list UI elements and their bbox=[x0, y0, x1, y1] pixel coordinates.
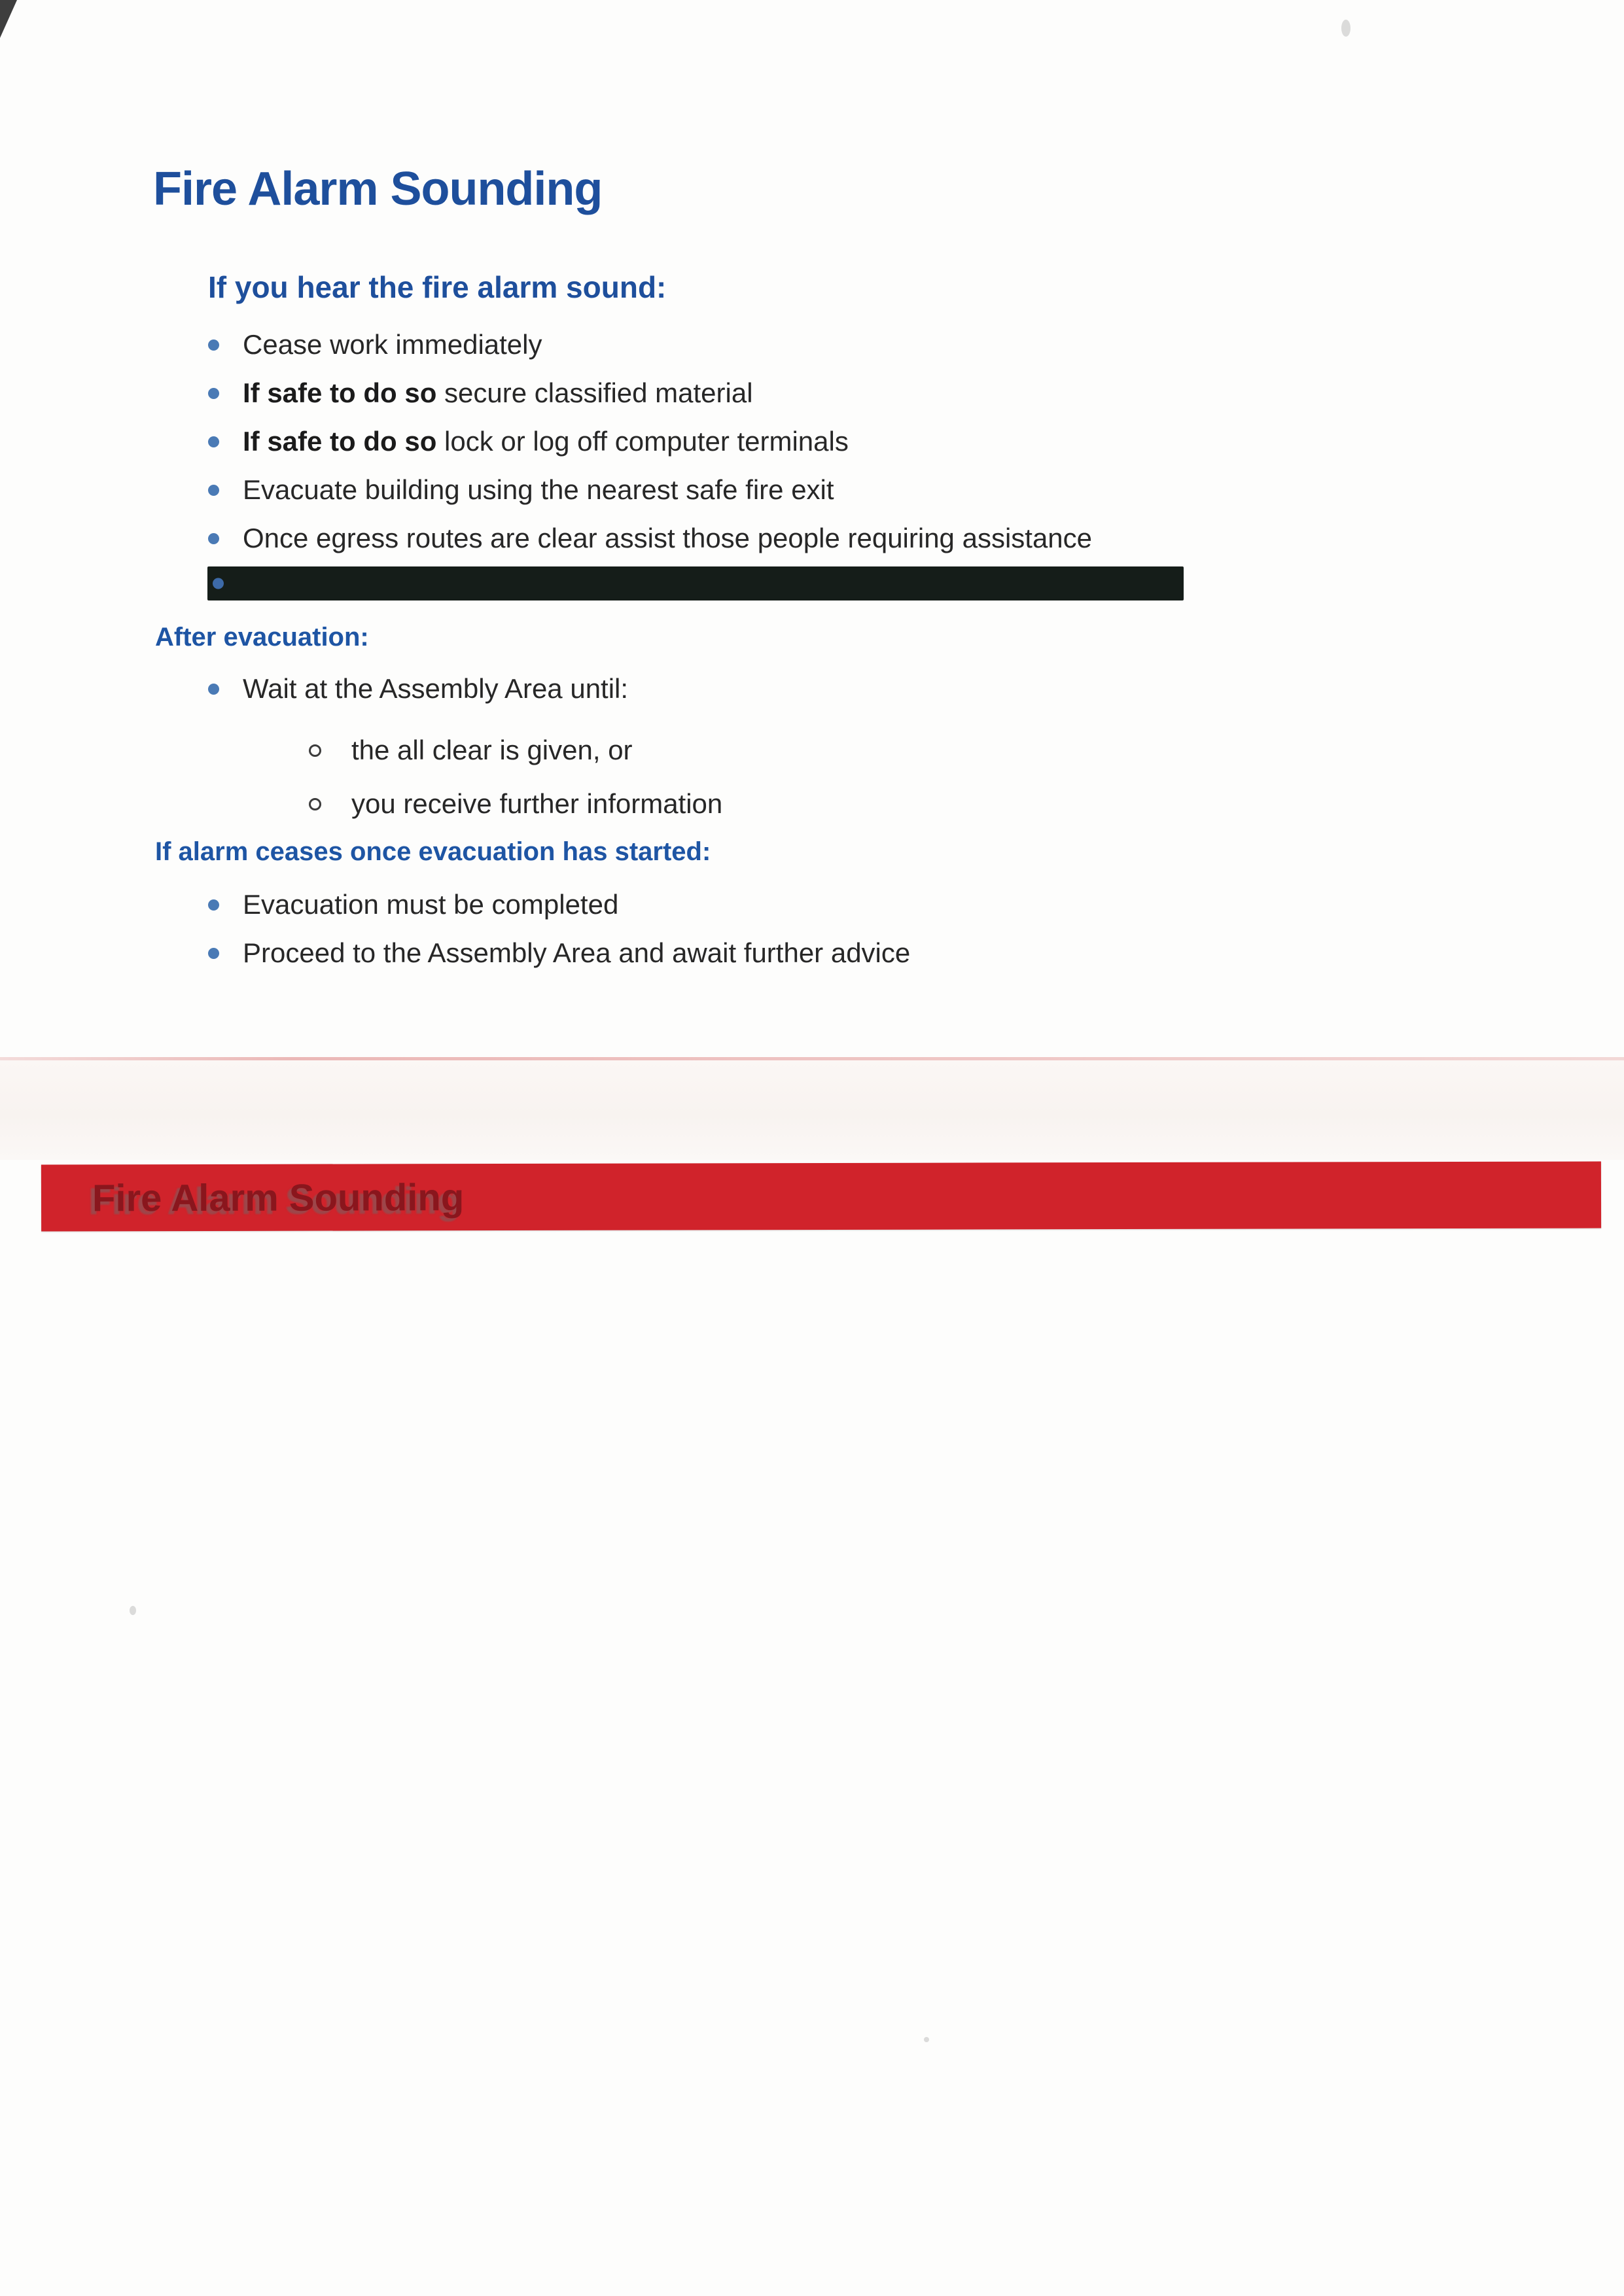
sub-bullet-list bbox=[309, 723, 1356, 831]
scan-artifact bbox=[1341, 20, 1350, 37]
scan-corner-artifact bbox=[0, 0, 17, 38]
banner-title: Fire Alarm Sounding bbox=[92, 1175, 465, 1219]
bullet-icon bbox=[208, 533, 219, 544]
list-item bbox=[208, 880, 1386, 929]
list-item bbox=[309, 777, 1356, 831]
list-item bbox=[309, 723, 1356, 777]
redaction-bar bbox=[207, 566, 1184, 600]
bullet-icon bbox=[208, 339, 219, 351]
bullet-text bbox=[243, 329, 542, 360]
bullet-text: you receive further information bbox=[351, 788, 723, 819]
list-item bbox=[208, 514, 1386, 563]
bullet-text bbox=[243, 523, 1092, 554]
bullet-icon bbox=[208, 899, 219, 911]
bullet-text: the all clear is given, or bbox=[351, 735, 633, 765]
bullet-text bbox=[243, 377, 753, 409]
bullet-icon bbox=[208, 436, 219, 447]
intro-heading: If you hear the fire alarm sound: bbox=[208, 270, 667, 304]
bullet-rest: Once egress routes are clear assist those people requiring assistance bbox=[243, 523, 1093, 553]
scan-band bbox=[0, 1060, 1624, 1160]
intro-bullet-list bbox=[208, 321, 1386, 563]
bullet-rest: secure classified material bbox=[436, 377, 753, 408]
ceases-bullet-list bbox=[208, 880, 1386, 977]
scan-artifact bbox=[130, 1606, 136, 1615]
bullet-icon bbox=[208, 948, 219, 959]
bullet-icon bbox=[208, 684, 219, 695]
fire-alarm-banner bbox=[41, 1162, 1601, 1232]
bullet-icon bbox=[213, 578, 224, 589]
scan-artifact bbox=[924, 2037, 929, 2042]
redacted-list-item bbox=[207, 566, 1184, 600]
bullet-text: Proceed to the Assembly Area and await further advice bbox=[243, 937, 911, 968]
bullet-rest: Cease work immediately bbox=[243, 329, 542, 360]
bullet-icon bbox=[208, 388, 219, 399]
circle-bullet-icon bbox=[309, 744, 321, 757]
bullet-bold-lead: If safe to do so bbox=[243, 426, 437, 457]
list-item bbox=[208, 665, 1386, 713]
list-item bbox=[208, 321, 1386, 369]
page-title: Fire Alarm Sounding bbox=[153, 163, 603, 215]
list-item bbox=[208, 417, 1386, 466]
alarm-ceases-heading: If alarm ceases once evacuation has started: bbox=[155, 837, 711, 866]
after-bullet-list bbox=[208, 665, 1386, 713]
after-evacuation-heading: After evacuation: bbox=[155, 623, 369, 652]
list-item bbox=[208, 369, 1386, 417]
bullet-rest: lock or log off computer terminals bbox=[436, 426, 849, 457]
bullet-text bbox=[243, 474, 834, 506]
bullet-icon bbox=[208, 485, 219, 496]
circle-bullet-icon bbox=[309, 798, 321, 810]
bullet-text bbox=[243, 426, 849, 457]
bullet-rest: Evacuate building using the nearest safe fire exit bbox=[243, 474, 834, 505]
list-item bbox=[208, 466, 1386, 514]
bullet-bold-lead: If safe to do so bbox=[243, 377, 437, 408]
list-item bbox=[208, 929, 1386, 977]
bullet-text: Evacuation must be completed bbox=[243, 889, 619, 920]
bullet-text: Wait at the Assembly Area until: bbox=[243, 673, 629, 704]
